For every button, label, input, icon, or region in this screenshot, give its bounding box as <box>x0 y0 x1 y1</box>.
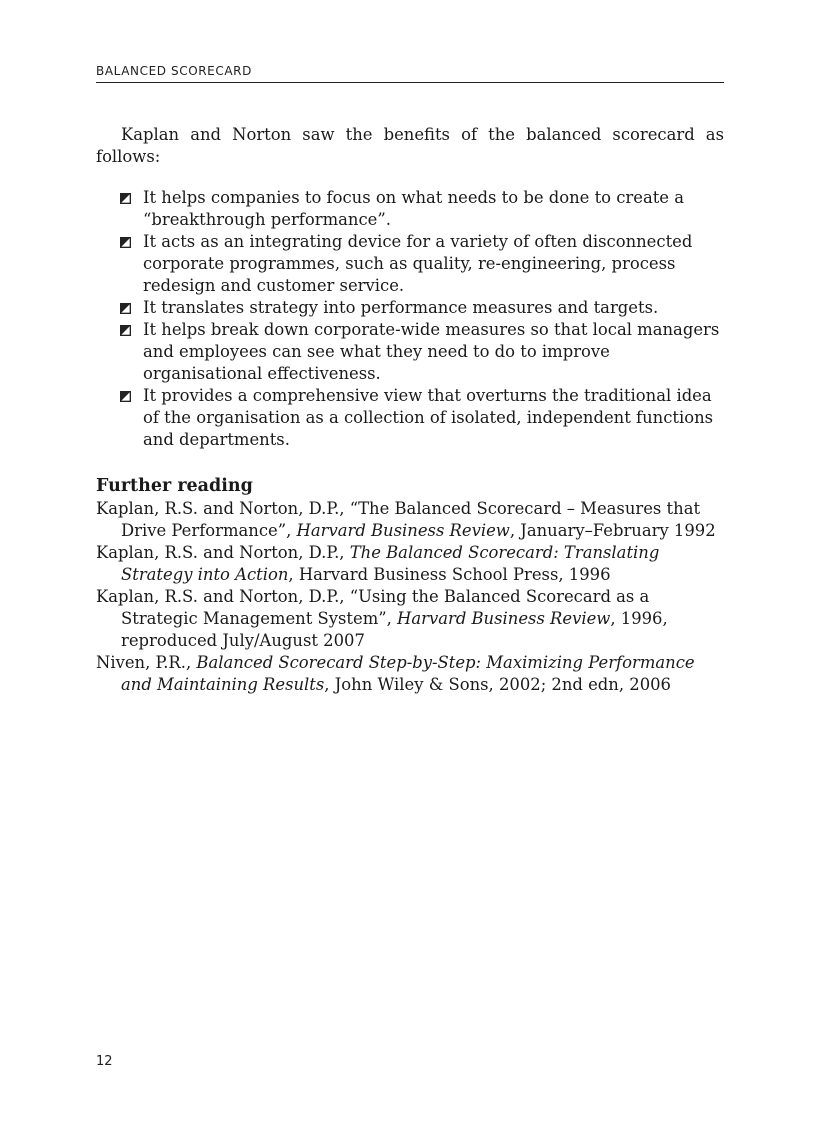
reference-item <box>96 652 724 696</box>
reference-list <box>96 498 724 696</box>
list-item-text: It provides a comprehensive view that overturns the traditional idea of the organisation as a collection of isolated, independent functions and departments. <box>143 386 714 449</box>
reference-text: Kaplan, R.S. and Norton, D.P., “The Balanced Scorecard – Measures that Drive Performance”, <box>96 499 701 540</box>
reference-text: , 1996, reproduced July/August 2007 <box>121 609 668 650</box>
reference-italic: The Balanced Scorecard: Translating Strategy into Action <box>121 543 660 584</box>
running-head: BALANCED SCORECARD <box>96 64 252 78</box>
reference-item <box>96 586 724 652</box>
list-item-text: It helps break down corporate-wide measures so that local managers and employees can see what they need to do to improve organisational effectiveness. <box>143 320 720 383</box>
reference-italic: Harvard Business Review <box>397 609 611 628</box>
list-item <box>96 187 723 231</box>
list-item <box>96 297 723 319</box>
list-item-text: It translates strategy into performance measures and targets. <box>143 298 659 317</box>
bullet-icon <box>120 325 131 336</box>
bullet-icon <box>120 237 131 248</box>
reference-text: , January–February 1992 <box>509 521 716 540</box>
reference-item <box>96 498 724 542</box>
reference-text: Kaplan, R.S. and Norton, D.P., <box>96 543 350 562</box>
reference-text: , John Wiley & Sons, 2002; 2nd edn, 2006 <box>324 675 671 694</box>
reference-italic: Balanced Scorecard Step-by-Step: Maximizing Performance and Maintaining Results <box>121 653 695 694</box>
list-item-text: It helps companies to focus on what needs to be done to create a “breakthrough performance”. <box>143 188 684 229</box>
list-item-text: It acts as an integrating device for a variety of often disconnected corporate programmes, such as quality, re-engineering, process redesign and customer service. <box>143 232 693 295</box>
list-item <box>96 385 723 451</box>
reference-text: Kaplan, R.S. and Norton, D.P., “Using the Balanced Scorecard as a Strategic Management System”, <box>96 587 650 628</box>
further-reading-heading: Further reading <box>96 476 253 496</box>
list-item <box>96 319 723 385</box>
reference-text: , Harvard Business School Press, 1996 <box>288 565 611 584</box>
intro-paragraph: Kaplan and Norton saw the benefits of the balanced scorecard as follows: <box>96 125 724 166</box>
bullet-icon <box>120 193 131 204</box>
bullet-icon <box>120 303 131 314</box>
bullet-icon <box>120 391 131 402</box>
reference-italic: Harvard Business Review <box>296 521 510 540</box>
page-body <box>96 124 724 696</box>
header-rule <box>96 82 724 83</box>
reference-text: Niven, P.R., <box>96 653 197 672</box>
page-number: 12 <box>96 1054 113 1069</box>
list-item <box>96 231 723 297</box>
benefits-list <box>96 187 724 451</box>
reference-item <box>96 542 724 586</box>
